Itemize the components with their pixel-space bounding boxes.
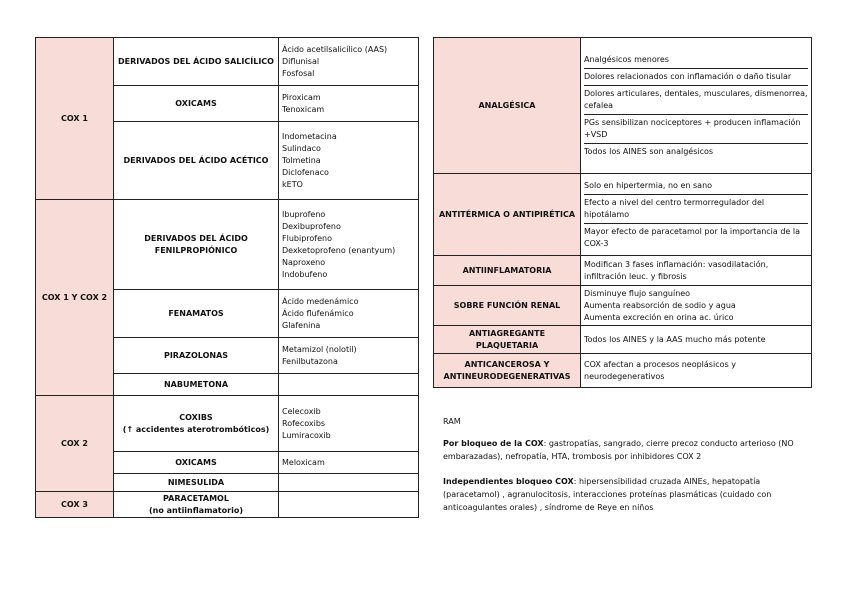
effect-item: PGs sensibilizan nociceptores + producen inflamación +VSD xyxy=(584,115,808,144)
drug-name: Tolmetina xyxy=(282,155,321,165)
drug-class-name: NIMESULIDA xyxy=(167,477,225,487)
drug-class-name: COXIBS xyxy=(179,412,213,422)
effect-description xyxy=(581,174,812,256)
drug-class xyxy=(114,86,279,122)
drug-class-name: OXICAMS xyxy=(175,457,217,467)
drug-class xyxy=(114,396,279,452)
drug-list xyxy=(279,200,419,290)
drug-name: Piroxicam xyxy=(282,92,321,102)
effects-table xyxy=(433,37,812,388)
drug-class xyxy=(114,492,279,518)
drug-class xyxy=(114,374,279,396)
drug-list xyxy=(279,452,419,474)
effect-description xyxy=(581,326,812,354)
drug-list xyxy=(279,474,419,492)
drug-name: Indometacina xyxy=(282,131,337,141)
effect-label: ANTICANCEROSA Y ANTINEURODEGENERATIVAS xyxy=(434,354,581,388)
drug-class-name: OXICAMS xyxy=(175,98,217,108)
effect-label: ANTIAGREGANTE PLAQUETARIA xyxy=(434,326,581,354)
effect-description xyxy=(581,38,812,174)
drug-name: kETO xyxy=(282,179,303,189)
drug-name: Ibuprofeno xyxy=(282,209,326,219)
effect-item: Todos los AINES y la AAS mucho más potente xyxy=(584,334,766,344)
drug-class xyxy=(114,38,279,86)
drug-class xyxy=(114,200,279,290)
effect-label: SOBRE FUNCIÓN RENAL xyxy=(434,286,581,326)
effect-label: ANTIINFLAMATORIA xyxy=(434,256,581,286)
ram-independent-paragraph xyxy=(443,475,818,514)
drug-class-name: NABUMETONA xyxy=(163,379,229,389)
drug-class xyxy=(114,122,279,200)
drug-class-name: PARACETAMOL xyxy=(163,493,229,503)
group-label: COX 1 xyxy=(36,38,114,200)
ram-independent-text: : hipersensibilidad cruzada AINEs, hepatopatía (paracetamol) , agranulocitosis, interacciones proteínas plasmáticas (cuidado con anticoagulantes orales) , síndrome de Reye en niños xyxy=(443,477,772,512)
drug-name: Ácido flufenámico xyxy=(282,308,354,318)
drug-class-name: DERIVADOS DEL ÁCIDO ACÉTICO xyxy=(123,155,269,165)
group-label: COX 3 xyxy=(36,492,114,518)
effect-item: COX afectan a procesos neoplásicos y neurodegenerativos xyxy=(584,359,736,381)
drug-class-note: (↑ accidentes aterotrombóticos) xyxy=(122,424,270,434)
drug-name: Rofecoxibs xyxy=(282,418,326,428)
drug-list xyxy=(279,338,419,374)
drug-list xyxy=(279,290,419,338)
drug-name: Glafenina xyxy=(282,320,321,330)
effect-description xyxy=(581,286,812,326)
effect-item: Mayor efecto de paracetamol por la importancia de la COX-3 xyxy=(584,226,801,248)
drug-name: Meloxicam xyxy=(282,457,325,467)
drug-name: Dexketoprofeno (enantyum) xyxy=(282,245,396,255)
ram-cox-text: : gastropatías, sangrado, cierre precoz conducto arterioso (NO embarazadas), nefropatía, HTA, trombosis por inhibidores COX 2 xyxy=(443,439,794,461)
drug-name: Indobufeno xyxy=(282,269,328,279)
drug-name: Fosfosal xyxy=(282,68,315,78)
effect-item: Modifican 3 fases inflamación: vasodilatación, infiltración leuc. y fibrosis xyxy=(584,259,769,281)
effect-item: Todos los AINES son analgésicos xyxy=(584,146,714,156)
drug-class-name: DERIVADOS DEL ÁCIDO SALICÍLICO xyxy=(118,56,274,66)
drug-name: Tenoxicam xyxy=(282,104,325,114)
cox-classification-table xyxy=(35,37,419,518)
effect-item: Solo en hipertermia, no en sano xyxy=(584,178,808,195)
drug-class xyxy=(114,290,279,338)
drug-class xyxy=(114,474,279,492)
ram-cox-label: Por bloqueo de la COX xyxy=(443,439,544,448)
drug-class xyxy=(114,452,279,474)
drug-class xyxy=(114,338,279,374)
drug-class-name: FENAMATOS xyxy=(168,308,224,318)
ram-cox-paragraph xyxy=(443,437,818,463)
effect-label: ANALGÉSICA xyxy=(434,38,581,174)
drug-name: Metamizol (nolotil) xyxy=(282,344,357,354)
drug-list xyxy=(279,122,419,200)
drug-class-name: DERIVADOS DEL ÁCIDO FENILPROPIÓNICO xyxy=(144,233,248,255)
effect-item: Dolores relacionados con inflamación o daño tisular xyxy=(584,69,808,86)
drug-list xyxy=(279,396,419,452)
drug-list xyxy=(279,492,419,518)
drug-list xyxy=(279,374,419,396)
drug-name: Ácido medenámico xyxy=(282,296,359,306)
effect-item: Analgésicos menores xyxy=(584,52,808,69)
effect-description xyxy=(581,256,812,286)
effect-item: Efecto a nivel del centro termorregulador del hipotálamo xyxy=(584,195,808,224)
effect-description xyxy=(581,354,812,388)
effect-label: ANTITÉRMICA O ANTIPIRÉTICA xyxy=(434,174,581,256)
drug-name: Flubiprofeno xyxy=(282,233,332,243)
drug-name: Diflunisal xyxy=(282,56,320,66)
drug-name: Naproxeno xyxy=(282,257,326,267)
drug-name: Diclofenaco xyxy=(282,167,329,177)
drug-class-note: (no antiinflamatorio) xyxy=(149,505,243,515)
group-label: COX 2 xyxy=(36,396,114,492)
drug-name: Dexibuprofeno xyxy=(282,221,341,231)
drug-name: Fenilbutazona xyxy=(282,356,338,366)
effect-item: Dolores articulares, dentales, musculares, dismenorrea, cefalea xyxy=(584,86,808,115)
effect-item: Disminuye flujo sanguíneo Aumenta reabsorción de sodio y agua Aumenta excreción en orina ac. úrico xyxy=(584,288,736,322)
drug-class-name: PIRAZOLONAS xyxy=(163,350,229,360)
drug-name: Celecoxib xyxy=(282,406,321,416)
group-label: COX 1 Y COX 2 xyxy=(36,200,114,396)
drug-name: Ácido acetilsalicílico (AAS) xyxy=(282,44,388,54)
drug-list xyxy=(279,38,419,86)
ram-title: RAM xyxy=(443,417,461,426)
drug-name: Lumiracoxib xyxy=(282,430,331,440)
drug-name: Sulindaco xyxy=(282,143,321,153)
drug-list xyxy=(279,86,419,122)
ram-independent-label: Independientes bloqueo COX xyxy=(443,477,574,486)
